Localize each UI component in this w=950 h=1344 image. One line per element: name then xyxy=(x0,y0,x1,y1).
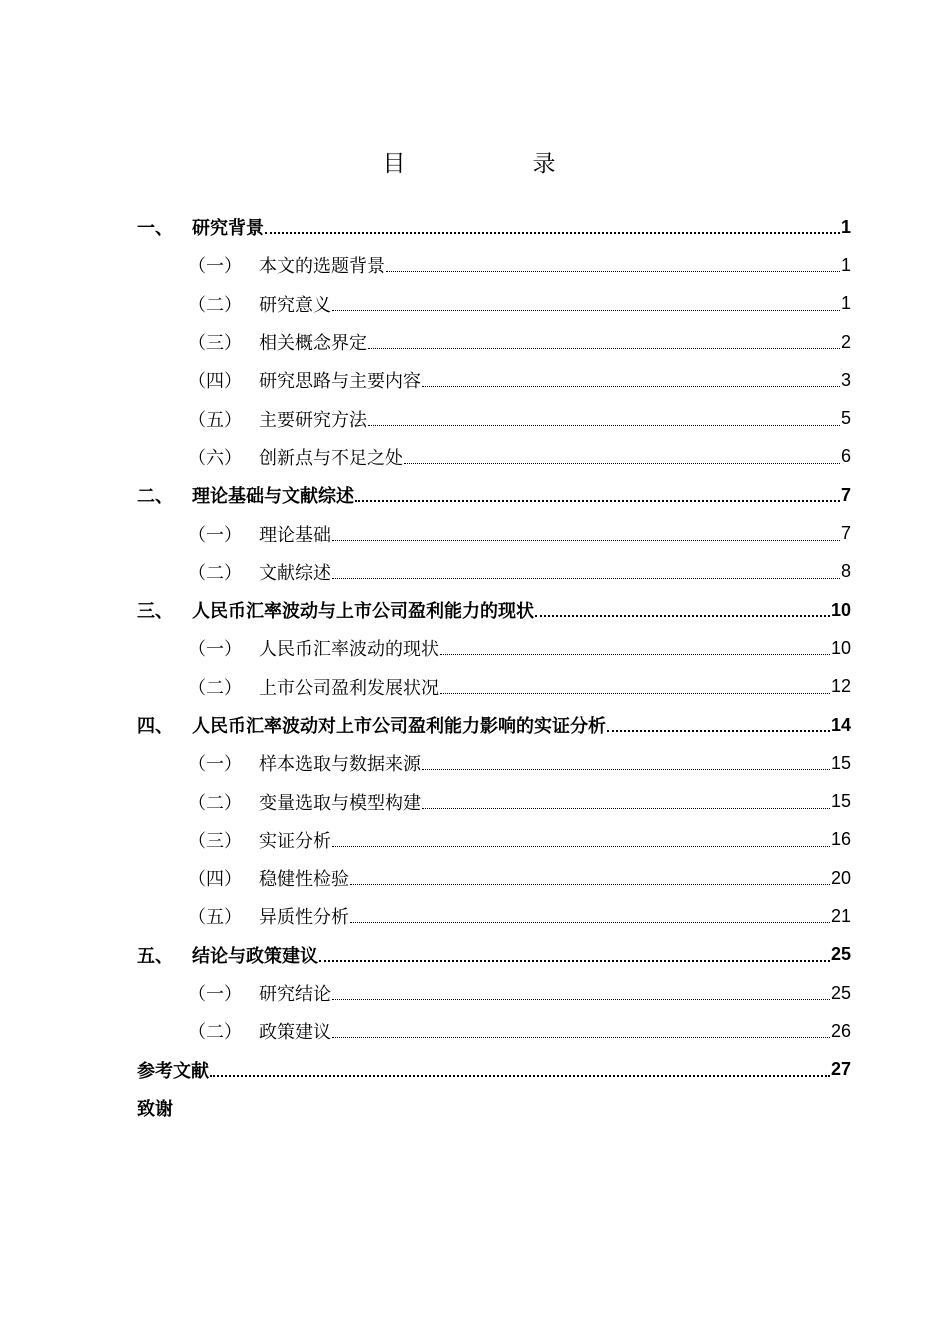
toc-entry-number: （一） xyxy=(188,256,242,278)
toc-page-number: 8 xyxy=(840,561,851,582)
toc-entry-section[interactable] xyxy=(137,897,851,935)
toc-leader-dots xyxy=(318,944,831,966)
toc-entry-section[interactable] xyxy=(137,744,851,782)
toc-entry-section[interactable] xyxy=(137,1012,851,1050)
toc-entry-number: 五、 xyxy=(137,945,173,967)
toc-leader-dots xyxy=(385,254,841,276)
toc-page-number: 1 xyxy=(840,254,851,275)
toc-leader-dots xyxy=(439,676,831,698)
toc-leader-dots xyxy=(331,1020,831,1042)
toc-entry-number: （一） xyxy=(188,639,242,661)
toc-entry-chapter[interactable] xyxy=(137,476,851,514)
toc-page-number: 14 xyxy=(830,714,851,735)
toc-entry-label: 理论基础 xyxy=(259,524,331,546)
toc-entry-label: 研究背景 xyxy=(192,218,264,240)
toc-leader-dots xyxy=(403,446,841,468)
toc-entry-number: 三、 xyxy=(137,601,173,623)
toc-entry-chapter[interactable] xyxy=(137,208,851,246)
toc-entry-number: （一） xyxy=(188,754,242,776)
toc-page-number: 7 xyxy=(840,523,851,544)
toc-page-number: 25 xyxy=(830,982,851,1003)
toc-entry-number: （四） xyxy=(188,869,242,891)
toc-entry-label: 主要研究方法 xyxy=(259,409,367,431)
toc-entry-section[interactable] xyxy=(137,514,851,552)
toc-entry-number: （二） xyxy=(188,677,242,699)
toc-entry-label: 政策建议 xyxy=(259,1022,331,1044)
toc-entry-number: （三） xyxy=(188,333,242,355)
toc-leader-dots xyxy=(367,408,841,430)
toc-page-number: 12 xyxy=(830,676,851,697)
toc-entry-section[interactable] xyxy=(137,246,851,284)
toc-entry-number: （二） xyxy=(188,1022,242,1044)
toc-leader-dots xyxy=(606,714,831,736)
toc-entry-number: （一） xyxy=(188,984,242,1006)
toc-entry-number: （三） xyxy=(188,830,242,852)
toc-entry-label: 参考文献 xyxy=(137,1060,209,1082)
toc-entry-section[interactable] xyxy=(137,629,851,667)
toc-entry-section[interactable] xyxy=(137,859,851,897)
toc-entry-number: （二） xyxy=(188,294,242,316)
toc-page-number: 15 xyxy=(830,791,851,812)
toc-leader-dots xyxy=(331,982,831,1004)
toc-list xyxy=(137,208,851,1127)
toc-entry-section[interactable] xyxy=(137,821,851,859)
toc-entry-label: 文献综述 xyxy=(259,562,331,584)
toc-entry-label: 人民币汇率波动与上市公司盈利能力的现状 xyxy=(192,601,534,623)
toc-page-number: 1 xyxy=(840,216,851,237)
toc-leader-dots xyxy=(354,484,841,506)
toc-entry-label: 研究意义 xyxy=(259,294,331,316)
toc-page-number: 2 xyxy=(840,331,851,352)
toc-entry-section[interactable] xyxy=(137,553,851,591)
toc-entry-label: 人民币汇率波动的现状 xyxy=(259,639,439,661)
toc-page-number: 25 xyxy=(830,944,851,965)
toc-page-number: 15 xyxy=(830,752,851,773)
toc-page-number: 21 xyxy=(830,905,851,926)
toc-entry-number: （二） xyxy=(188,792,242,814)
toc-page-number: 27 xyxy=(830,1059,851,1080)
toc-leader-dots xyxy=(349,905,831,927)
toc-leader-dots xyxy=(534,599,831,621)
toc-page-number: 1 xyxy=(840,293,851,314)
toc-page-number: 3 xyxy=(840,369,851,390)
toc-entry-section[interactable] xyxy=(137,974,851,1012)
toc-entry-chapter[interactable] xyxy=(137,706,851,744)
toc-entry-number: 二、 xyxy=(137,486,173,508)
toc-entry-chapter[interactable] xyxy=(137,591,851,629)
toc-page-number: 10 xyxy=(830,599,851,620)
toc-entry-label: 异质性分析 xyxy=(259,907,349,929)
toc-leader-dots xyxy=(421,752,831,774)
toc-entry-label: 理论基础与文献综述 xyxy=(192,486,354,508)
toc-entry-number: （二） xyxy=(188,562,242,584)
toc-entry-number: （四） xyxy=(188,371,242,393)
toc-leader-dots xyxy=(439,637,831,659)
toc-entry-number: 四、 xyxy=(137,716,173,737)
toc-page-number: 20 xyxy=(830,867,851,888)
toc-page-number: 7 xyxy=(840,484,851,505)
toc-page-number: 10 xyxy=(830,637,851,658)
toc-entry-label: 稳健性检验 xyxy=(259,869,349,891)
toc-entry-number: （五） xyxy=(188,409,242,431)
toc-entry-section[interactable] xyxy=(137,361,851,399)
toc-entry-number: （六） xyxy=(188,447,242,469)
toc-page-number: 5 xyxy=(840,408,851,429)
toc-leader-dots xyxy=(367,331,841,353)
toc-entry-label: 结论与政策建议 xyxy=(192,945,318,967)
toc-entry-label: 变量选取与模型构建 xyxy=(259,792,421,814)
toc-title: 目 录 xyxy=(382,151,608,177)
toc-entry-section[interactable] xyxy=(137,668,851,706)
toc-entry-section[interactable] xyxy=(137,399,851,437)
toc-leader-dots xyxy=(349,867,831,889)
toc-leader-dots xyxy=(331,829,831,851)
toc-entry-label: 致谢 xyxy=(137,1098,173,1120)
toc-entry-label: 上市公司盈利发展状况 xyxy=(259,677,439,699)
toc-entry-number: 一、 xyxy=(137,218,173,240)
toc-entry-label: 人民币汇率波动对上市公司盈利能力影响的实证分析 xyxy=(192,716,606,737)
toc-entry-label: 研究结论 xyxy=(259,984,331,1006)
toc-entry-chapter[interactable] xyxy=(137,1051,851,1089)
toc-entry-section[interactable] xyxy=(137,782,851,820)
toc-entry-chapter[interactable] xyxy=(137,1089,851,1127)
toc-entry-label: 相关概念界定 xyxy=(259,333,367,355)
toc-leader-dots xyxy=(331,523,841,545)
toc-entry-section[interactable] xyxy=(137,323,851,361)
toc-entry-label: 研究思路与主要内容 xyxy=(259,371,421,393)
toc-leader-dots xyxy=(421,791,831,813)
toc-entry-number: （一） xyxy=(188,524,242,546)
toc-entry-chapter[interactable] xyxy=(137,936,851,974)
toc-leader-dots xyxy=(209,1059,831,1081)
toc-leader-dots xyxy=(331,561,841,583)
toc-leader-dots xyxy=(331,293,841,315)
toc-page-number: 6 xyxy=(840,446,851,467)
toc-entry-number: （五） xyxy=(188,907,242,929)
toc-leader-dots xyxy=(421,369,841,391)
toc-entry-label: 本文的选题背景 xyxy=(259,256,385,278)
toc-entry-section[interactable] xyxy=(137,438,851,476)
toc-entry-label: 创新点与不足之处 xyxy=(259,447,403,469)
toc-entry-label: 实证分析 xyxy=(259,830,331,852)
toc-entry-section[interactable] xyxy=(137,285,851,323)
toc-page-number: 26 xyxy=(830,1020,851,1041)
toc-entry-label: 样本选取与数据来源 xyxy=(259,754,421,776)
toc-page-number: 16 xyxy=(830,829,851,850)
toc-leader-dots xyxy=(264,216,841,238)
